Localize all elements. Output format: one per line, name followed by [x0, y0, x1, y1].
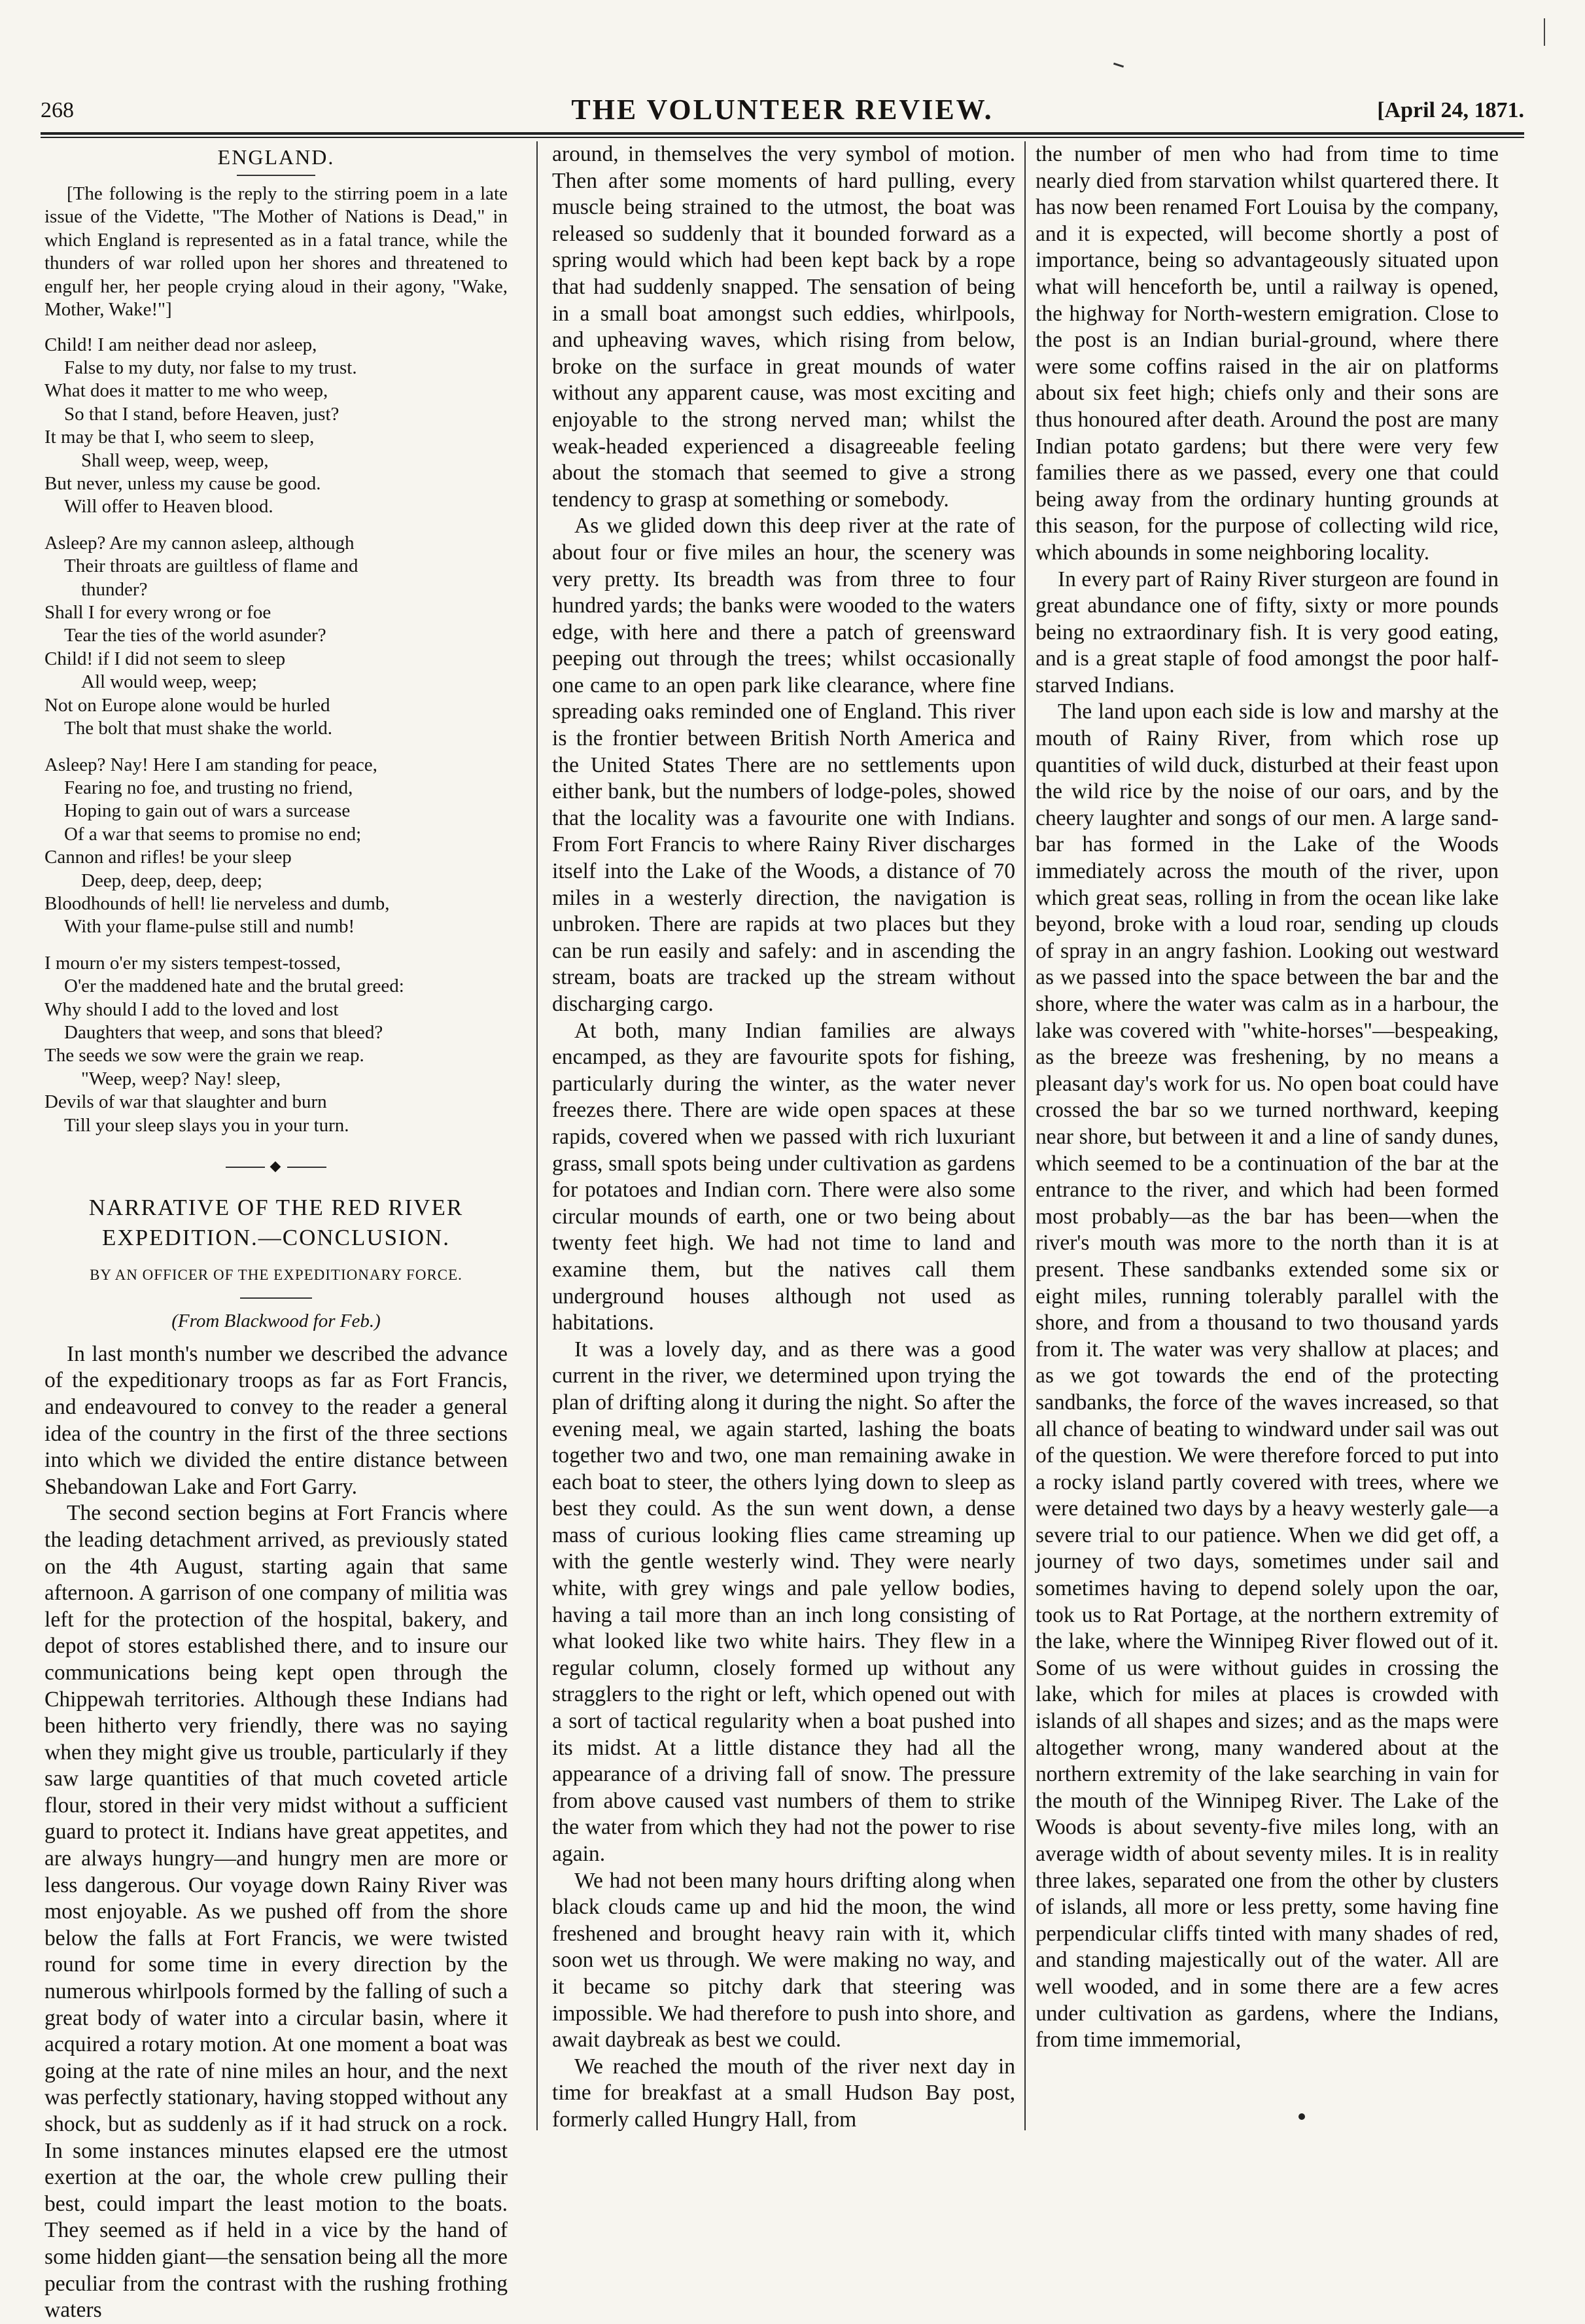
poem-line: With your flame-pulse still and numb! [64, 916, 355, 938]
masthead: THE VOLUNTEER REVIEW. [571, 94, 994, 126]
poem-line: Asleep? Are my cannon asleep, although [44, 532, 355, 554]
column-3 [1036, 141, 1499, 2130]
poem-line: Shall I for every wrong or foe [44, 602, 271, 624]
poem-intro: [The following is the reply to the stirring poem in a late issue of the Vidette, "The Mother of Nations is Dead," in which England is represented as in a fatal trance, while the thunders of war rolled upon her shores and threatened to engulf her, her people crying aloud in their agony, "Wake, Mother, Wake!"] [44, 183, 508, 321]
column-2-text [552, 141, 1015, 2134]
poem-line: The seeds we sow were the grain we reap. [44, 1045, 364, 1066]
poem-line: Will offer to Heaven blood. [64, 496, 273, 518]
poem-line: It may be that I, who seem to sleep, [44, 427, 315, 448]
poem-line: O'er the maddened hate and the brutal greed: [64, 976, 404, 997]
byline-rule [240, 1297, 312, 1299]
poem-line: I mourn o'er my sisters tempest-tossed, [44, 952, 341, 974]
poem-line: Cannon and rifles! be your sleep [44, 847, 292, 868]
article-paragraph: It was a lovely day, and as there was a good current in the river, we determined upon trying the plan of drifting along it during the night. So after the evening meal, we again started, lashing the boats together two and two, one man remaining awake in each boat to steer, the others lying down to sleep as best they could. As the sun went down, a dense mass of curious looking flies came streaming up with the gentle westerly wind. They were nearly white, with grey wings and pale yellow bodies, having a tail more than an inch long consisting of what looked like two white hairs. They flew in a regular column, closely formed up without any stragglers to the right or left, which opened out with a sort of tactical regularity when a boat pushed into its midst. At a little distance they had all the appearance of a driving fall of snow. The pressure from above caused vast numbers of them to strike the water from which they had not the power to rise again. [552, 1337, 1015, 1866]
header-rule [41, 132, 1524, 138]
title-rule [237, 175, 315, 176]
article-paragraph: The second section begins at Fort Francis where the leading detachment arrived, as previously stated on the 4th August, starting again that same afternoon. A garrison of one company of militia was left for the protection of the hospital, bakery, and depot of stores established there, and to insure our communications being kept open through the Chippewah territories. Although these Indians had been hitherto very friendly, there was no saying when they might give us trouble, particularly if they saw large quantities of that much coveted article flour, stored in their very midst without a sufficient guard to protect it. Indians have great appetites, and are always hungry—and hungry men are more or less dangerous. Our voyage down Rainy River was most enjoyable. As we pushed off from the shore below the falls at Fort Francis, we were twisted round for some time in every direction by the numerous whirlpools formed by the falling of such a great body of water into a circular basin, where it acquired a rotary motion. At one moment a boat was going at the rate of nine miles an hour, and the next was perfectly stationary, having stopped without any shock, but as suddenly as if it had struck on a rock. In some instances minutes elapsed ere the utmost exertion at the oar, the whole crew pulling their best, could impart the least motion to the boats. They seemed as if held in a vice by the hand of some hidden giant—the sensation being all the more peculiar from the contrast with the rushing frothing waters [44, 1501, 508, 2323]
poem-line: But never, unless my cause be good. [44, 473, 321, 495]
issue-date: [April 24, 1871. [1377, 98, 1524, 122]
poem-line: Bloodhounds of hell! lie nerveless and dumb, [44, 892, 390, 914]
article-paragraph: The land upon each side is low and marshy at the mouth of Rainy River, from which rose up quantities of wild duck, disturbed at their feast upon the wild rice by the noise of our oars, and by the cheery laughter and songs of our men. A large sand-bar has formed in the Lake of the Woods immediately across the mouth of the river, upon which great seas, rolling in from the ocean like lake beyond, broke with a loud roar, sending up clouds of spray in an angry fashion. Looking out westward as we passed into the space between the bar and the shore, where the water was calm as in a harbour, the lake was covered with "white-horses"—bespeaking, as the breeze was freshening, by no means a pleasant day's work for us. No open boat could have crossed the bar so we turned northward, keeping near shore, but between it and a line of sandy dunes, which seemed to be a continuation of the bar at the entrance to the river, and which had been formed most probably—as the bar has been—when the river's mouth was more to the north than it is at present. These sandbanks extended some six or eight miles, running tolerably parallel with the shore, and from a thousand to two thousand yards from it. The water was very shallow at places; and as we got towards the end of the protecting sandbanks, the force of the waves increased, so that all chance of beating to windward under sail was out of the question. We were therefore forced to put into a rocky island partly covered with trees, where we were detained two days by a heavy westerly gale—a severe trial to our patience. When we did get off, a journey of two days, sometimes under sail and sometimes having to depend solely upon the oar, took us to Rat Portage, at the northern extremity of the lake, where the Winnipeg River flowed out of it. Some of us were without guides in crossing the lake, which for miles at places is crowded with islands of all shapes and sizes; and as the maps were altogether wrong, many wandered about at the northern extremity of the lake searching in vain for the mouth of the Winnipeg River. The Lake of the Woods is about seventy-five miles long, with an average width of about seventy miles. It is in reality three lakes, separated one from the other by clusters of islands, all more or less pretty, some having fine perpendicular cliffs tinted with many shades of red, and standing majestically out of the water. All are well wooded, and in some there are a few acres under cultivation as gardens, where the Indians, from time immemorial, [1036, 699, 1499, 2052]
article-paragraph: the number of men who had from time to time nearly died from starvation whilst quartered there. It has now been renamed Fort Louisa by the company, and it is expected, will become shortly a post of importance, being so advantageously situated upon what will henceforth be, until a railway is opened, the highway for North-western emigration. Close to the post is an Indian burial-ground, where there were some coffins raised in the air on platforms about six feet high; chiefs only and their sons are thus honoured after death. Around the post are many Indian potato gardens; but there were very few families there as we passed, every one that could being away from the ordinary hunting grounds at this season, for the purpose of collecting wild rice, which abounds in some neighboring locality. [1036, 142, 1499, 565]
poem-line: Fearing no foe, and trusting no friend, [64, 777, 353, 798]
article-byline: BY AN OFFICER OF THE EXPEDITIONARY FORCE. [90, 1266, 462, 1283]
article-title-line-2: EXPEDITION.—CONCLUSION. [101, 1224, 451, 1250]
poem-line: All would weep, weep; [81, 671, 257, 693]
poem-stanza [44, 754, 508, 939]
article-paragraph: At both, many Indian families are always encamped, as they are favourite spots for fishing, particularly during the winter, as the water never freezes there. There are wide open spaces at these rapids, covered when we passed with rich luxuriant grass, small spots being under cultivation as gardens for potatoes and Indian corn. There were also some circular mounds of earth, one or two being about twenty feet high. We had not time to land and examine them, but the natives call them underground houses although not used as habitations. [552, 1018, 1015, 1335]
poem-line: Child! if I did not seem to sleep [44, 648, 286, 669]
poem-line: Till your sleep slays you in your turn. [64, 1114, 349, 1136]
page-number: 268 [41, 98, 74, 122]
poem-stanza [44, 952, 508, 1137]
column-1-text [44, 1341, 508, 2324]
ink-dot [1298, 2113, 1305, 2120]
poem-line: Devils of war that slaughter and burn [44, 1091, 327, 1113]
poem-line: What does it matter to me who weep, [44, 380, 328, 402]
article-paragraph: In last month's number we described the advance of the expeditionary troops as far as Fort Francis, and endeavoured to convey to the reader a general idea of the country in the first of the three sections into which we divided the entire distance between Shebandowan Lake and Fort Garry. [44, 1341, 508, 1499]
section-divider: ◆ [44, 1153, 508, 1180]
poem-line: "Weep, weep? Nay! sleep, [81, 1068, 281, 1089]
poem-line: Hoping to gain out of wars a surcease [64, 800, 351, 822]
poem-line: Tear the ties of the world asunder? [64, 625, 326, 646]
poem-line: Asleep? Nay! Here I am standing for peace, [44, 754, 377, 775]
column-3-text [1036, 141, 1499, 2054]
poem-line: Daughters that weep, and sons that bleed? [64, 1021, 383, 1043]
poem-line: The bolt that must shake the world. [64, 718, 332, 739]
poem-body [44, 334, 508, 1137]
article-paragraph: In every part of Rainy River sturgeon are found in great abundance one of fifty, sixty or more pounds being no extraordinary fish. It is very good eating, and is a great staple of food amongst the poor half-starved Indians. [1036, 567, 1499, 697]
print-mark [1113, 63, 1124, 68]
article-paragraph: We had not been many hours drifting along when black clouds came up and hid the moon, the wind freshened and brought heavy rain with it, which soon wet us through. We were making no way, and it became so pitchy dark that steering was impossible. We had therefore to push into shore, and await daybreak as best we could. [552, 1868, 1015, 2052]
poem-line: Their throats are guiltless of flame and [64, 555, 358, 577]
column-2 [552, 141, 1015, 2130]
poem-stanza [44, 532, 508, 741]
poem-line: Deep, deep, deep, deep; [81, 870, 262, 891]
poem-stanza [44, 334, 508, 519]
poem-line: Of a war that seems to promise no end; [64, 823, 362, 845]
article-source: (From Blackwood for Feb.) [171, 1311, 381, 1332]
article-title-line-1: NARRATIVE OF THE RED RIVER [88, 1194, 464, 1220]
column-1 [44, 141, 508, 2323]
poem-line: Shall weep, weep, weep, [81, 449, 269, 471]
column-rule [536, 141, 538, 2130]
poem-line: Why should I add to the loved and lost [44, 998, 339, 1020]
column-rule [1024, 141, 1026, 2130]
article-paragraph: We reached the mouth of the river next day in time for breakfast at a small Hudson Bay post, formerly called Hungry Hall, from [552, 2054, 1015, 2132]
poem-line: So that I stand, before Heaven, just? [64, 403, 340, 425]
poem-line: Not on Europe alone would be hurled [44, 694, 330, 716]
poem-title: ENGLAND. [217, 145, 335, 169]
scan-edge-mark [1544, 18, 1545, 46]
poem-line: thunder? [81, 578, 148, 600]
article-paragraph: around, in themselves the very symbol of motion. Then after some moments of hard pulling, every muscle being strained to the utmost, the boat was released so suddenly that it bounded forward as a spring would which had been kept back by a rope that had suddenly snapped. The sensation of being in a small boat amongst such eddies, whirlpools, and upheaving waves, which rising from below, broke on the surface in great mounds of water without any apparent cause, was most exciting and enjoyable to the strong nerved man; whilst the weak-headed experienced a disagreeable feeling about the stomach that seemed to give a strong tendency to grasp at something or somebody. [552, 142, 1015, 512]
poem-line: False to my duty, nor false to my trust. [64, 357, 357, 378]
poem-line: Child! I am neither dead nor asleep, [44, 334, 317, 355]
article-paragraph: As we glided down this deep river at the rate of about four or five miles an hour, the scenery was very pretty. Its breadth was from three to four hundred yards; the banks were wooded to the waters edge, with here and there a patch of greensward peeping out through the trees; whilst occasionally one came to an open park like clearance, where fine spreading oaks reminded one of England. This river is the frontier between British North America and the United States There are no settlements upon either bank, but the numbers of lodge-poles, showed that the locality was a favourite one with Indians. From Fort Francis to where Rainy River discharges itself into the Lake of the Woods, a distance of 70 miles in a westerly direction, the navigation is unbroken. There are rapids at two places but they can be run easily and safely: and in ascending the stream, boats are tracked up the stream without discharging cargo. [552, 514, 1015, 1016]
